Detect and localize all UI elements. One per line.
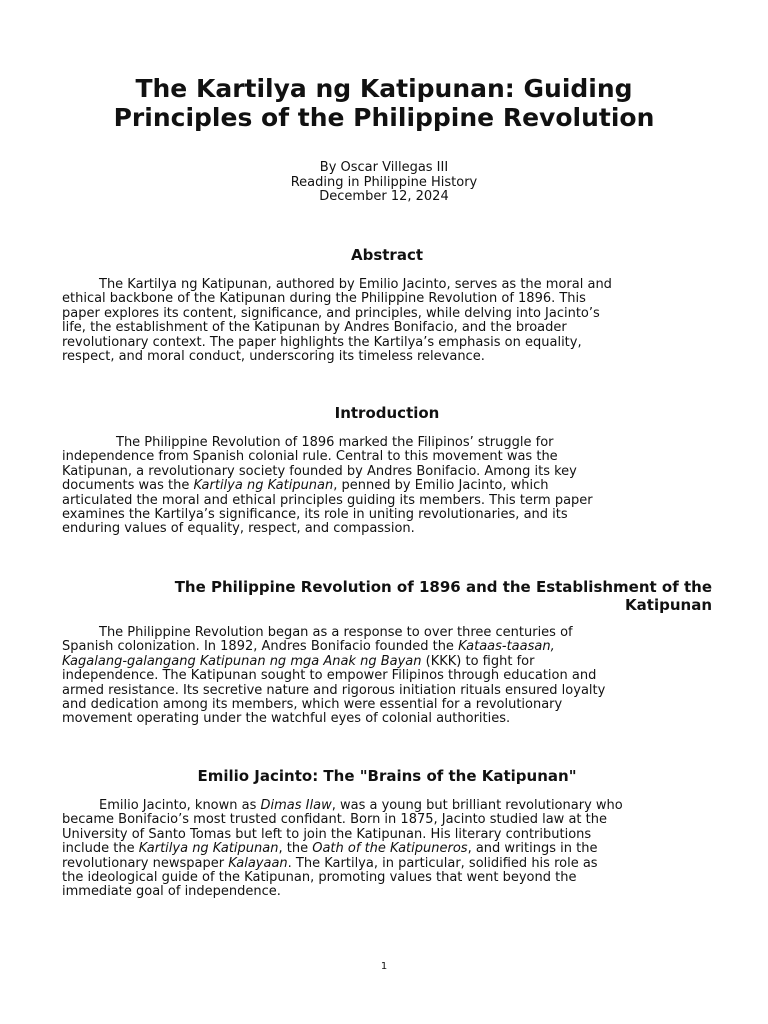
jacinto-line: the ideological guide of the Katipunan, promoting values that went beyond the (62, 870, 577, 886)
author: By Oscar Villegas III (319, 160, 449, 175)
page-title (40, 74, 728, 132)
jacinto-line (62, 842, 712, 856)
introduction-paragraph (62, 436, 712, 537)
jacinto-text: , the (278, 841, 313, 857)
revolution-line: independence. The Katipunan sought to empower Filipinos through education and (62, 668, 597, 684)
page-number: 1 (380, 961, 388, 972)
course: Reading in Philippine History (290, 174, 478, 190)
revolution-line: armed resistance. Its secretive nature and rigorous initiation rituals ensured loyalty (62, 682, 606, 698)
revolution-paragraph (62, 626, 712, 727)
jacinto-text: , was a young but brilliant revolutionary who (331, 798, 623, 813)
abstract-line: paper explores its content, significance, and principles, while delving into Jacinto’s (62, 305, 600, 321)
abstract-line: life, the establishment of the Katipunan by Andres Bonifacio, and the broader (62, 320, 567, 336)
kkk-name-part-2: Kagalang-galangang Katipunan ng mga Anak ng Bayan (62, 653, 422, 669)
jacinto-text: , and writings in the (467, 841, 598, 857)
kkk-name-part-1: Kataas-taasan, (458, 639, 555, 655)
intro-kartilya-title: Kartilya ng Katipunan (193, 478, 334, 494)
intro-line: The Philippine Revolution of 1896 marked the Filipinos’ struggle for (116, 435, 554, 450)
abstract-line: The Kartilya ng Katipunan, authored by Emilio Jacinto, serves as the moral and (99, 277, 612, 292)
jacinto-text: Emilio Jacinto, known as (99, 798, 261, 813)
intro-line: Katipunan, a revolutionary society founded by Andres Bonifacio. Among its key (62, 463, 577, 479)
date: December 12, 2024 (319, 189, 449, 204)
jacinto-line: became Bonifacio’s most trusted confidant. Born in 1875, Jacinto studied law at the (62, 812, 607, 828)
dimas-ilaw: Dimas Ilaw (260, 798, 332, 813)
jacinto-line (62, 857, 712, 871)
revolution-heading-line-1: The Philippine Revolution of 1896 and the Establishment of the (174, 578, 712, 596)
kartilya-title: Kartilya ng Katipunan (138, 841, 279, 857)
kalayaan-title: Kalayaan (228, 855, 288, 871)
jacinto-paragraph (62, 799, 712, 900)
revolution-heading-line-2: Katipunan (625, 596, 712, 614)
abstract-paragraph (62, 278, 712, 364)
jacinto-line (62, 799, 712, 813)
abstract-line: respect, and moral conduct, underscoring its timeless relevance. (62, 349, 485, 365)
revolution-text: Spanish colonization. In 1892, Andres Bonifacio founded the (62, 639, 459, 655)
intro-line: enduring values of equality, respect, and compassion. (62, 521, 415, 537)
jacinto-text: include the (62, 841, 139, 857)
revolution-line: and dedication among its members, which were essential for a revolutionary (62, 697, 563, 713)
revolution-line (62, 655, 712, 669)
revolution-line: The Philippine Revolution began as a response to over three centuries of (99, 625, 573, 640)
abstract-line: revolutionary context. The paper highlights the Kartilya’s emphasis on equality, (62, 334, 582, 350)
intro-line: articulated the moral and ethical principles guiding its members. This term paper (62, 492, 593, 508)
revolution-line (62, 640, 712, 654)
jacinto-heading: Emilio Jacinto: The "Brains of the Katipunan" (197, 767, 577, 785)
title-line-1: The Kartilya ng Katipunan: Guiding (135, 74, 633, 103)
revolution-text: (KKK) to fight for (421, 653, 535, 669)
intro-text: , penned by Emilio Jacinto, which (333, 478, 549, 494)
revolution-heading (62, 578, 712, 614)
jacinto-line: immediate goal of independence. (62, 884, 281, 900)
intro-line (62, 479, 712, 493)
abstract-line: ethical backbone of the Katipunan during the Philippine Revolution of 1896. This (62, 291, 586, 307)
byline (0, 161, 768, 205)
jacinto-text: . The Kartilya, in particular, solidified his role as (287, 855, 598, 871)
jacinto-text: revolutionary newspaper (62, 855, 229, 871)
intro-line: examines the Kartilya’s significance, its role in uniting revolutionaries, and its (62, 507, 568, 523)
introduction-heading: Introduction (334, 404, 440, 422)
title-line-2: Principles of the Philippine Revolution (113, 103, 655, 132)
intro-text: documents was the (62, 478, 194, 494)
revolution-line: movement operating under the watchful eyes of colonial authorities. (62, 711, 511, 727)
oath-title: Oath of the Katipuneros (312, 841, 468, 857)
abstract-heading: Abstract (350, 246, 424, 264)
intro-line: independence from Spanish colonial rule. Central to this movement was the (62, 449, 558, 465)
jacinto-line: University of Santo Tomas but left to join the Katipunan. His literary contributions (62, 826, 592, 842)
